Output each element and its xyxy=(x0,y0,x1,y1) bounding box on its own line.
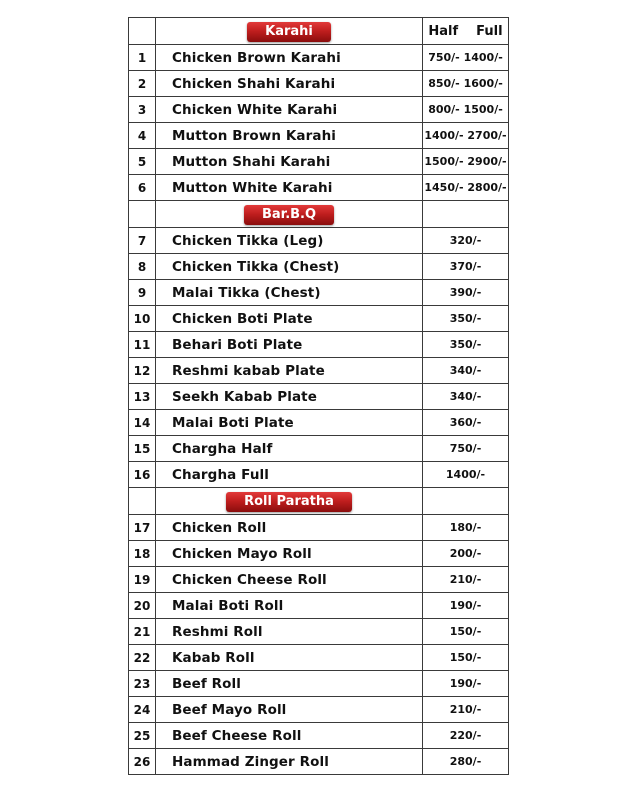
item-number: 18 xyxy=(129,541,156,567)
section-ribbon-barbq: Bar.B.Q xyxy=(244,205,334,225)
item-name: Mutton White Karahi xyxy=(156,175,423,201)
item-name: Beef Mayo Roll xyxy=(156,697,423,723)
item-price: 1500/- 2900/- xyxy=(423,149,509,175)
menu-body xyxy=(129,18,509,775)
menu-item-row xyxy=(129,175,509,201)
item-number: 7 xyxy=(129,228,156,254)
item-name: Chicken Tikka (Chest) xyxy=(156,254,423,280)
item-number: 25 xyxy=(129,723,156,749)
section-ribbon-roll: Roll Paratha xyxy=(226,492,352,512)
item-price: 360/- xyxy=(423,410,509,436)
item-price: 210/- xyxy=(423,697,509,723)
item-number: 8 xyxy=(129,254,156,280)
blank-cell xyxy=(129,18,156,45)
item-name: Chicken Cheese Roll xyxy=(156,567,423,593)
section-title-cell xyxy=(156,201,423,228)
item-number: 13 xyxy=(129,384,156,410)
item-price: 1400/- 2700/- xyxy=(423,123,509,149)
item-name: Chicken White Karahi xyxy=(156,97,423,123)
menu-item-row xyxy=(129,332,509,358)
item-name: Chicken Brown Karahi xyxy=(156,45,423,71)
item-number: 9 xyxy=(129,280,156,306)
item-price: 390/- xyxy=(423,280,509,306)
section-ribbon-karahi: Karahi xyxy=(247,22,331,42)
menu-item-row xyxy=(129,619,509,645)
item-price: 1450/- 2800/- xyxy=(423,175,509,201)
blank-cell xyxy=(129,201,156,228)
item-price: 370/- xyxy=(423,254,509,280)
item-name: Reshmi kabab Plate xyxy=(156,358,423,384)
item-price: 150/- xyxy=(423,645,509,671)
item-number: 11 xyxy=(129,332,156,358)
item-name: Chicken Tikka (Leg) xyxy=(156,228,423,254)
menu-item-row xyxy=(129,123,509,149)
section-row-barbq xyxy=(129,201,509,228)
item-name: Chargha Half xyxy=(156,436,423,462)
menu-item-row xyxy=(129,280,509,306)
item-number: 22 xyxy=(129,645,156,671)
item-price: 340/- xyxy=(423,358,509,384)
item-number: 6 xyxy=(129,175,156,201)
menu-item-row xyxy=(129,71,509,97)
item-price: 320/- xyxy=(423,228,509,254)
menu-item-row xyxy=(129,384,509,410)
menu-item-row xyxy=(129,436,509,462)
item-number: 20 xyxy=(129,593,156,619)
item-price: 750/- 1400/- xyxy=(423,45,509,71)
menu-item-row xyxy=(129,254,509,280)
section-row-karahi xyxy=(129,18,509,45)
item-name: Chicken Roll xyxy=(156,515,423,541)
item-price: 750/- xyxy=(423,436,509,462)
item-name: Hammad Zinger Roll xyxy=(156,749,423,775)
item-number: 12 xyxy=(129,358,156,384)
item-name: Kabab Roll xyxy=(156,645,423,671)
item-name: Malai Boti Roll xyxy=(156,593,423,619)
item-number: 16 xyxy=(129,462,156,488)
menu-item-row xyxy=(129,671,509,697)
item-name: Chargha Full xyxy=(156,462,423,488)
item-price: 280/- xyxy=(423,749,509,775)
item-price: 190/- xyxy=(423,593,509,619)
item-number: 14 xyxy=(129,410,156,436)
item-name: Reshmi Roll xyxy=(156,619,423,645)
item-price: 350/- xyxy=(423,332,509,358)
item-name: Beef Roll xyxy=(156,671,423,697)
section-row-roll xyxy=(129,488,509,515)
item-number: 26 xyxy=(129,749,156,775)
menu-item-row xyxy=(129,97,509,123)
menu-item-row xyxy=(129,723,509,749)
item-price: 210/- xyxy=(423,567,509,593)
item-number: 5 xyxy=(129,149,156,175)
menu-item-row xyxy=(129,358,509,384)
item-price: 1400/- xyxy=(423,462,509,488)
item-number: 1 xyxy=(129,45,156,71)
menu-item-row xyxy=(129,593,509,619)
menu-item-row xyxy=(129,541,509,567)
item-number: 10 xyxy=(129,306,156,332)
menu-item-row xyxy=(129,228,509,254)
menu-item-row xyxy=(129,45,509,71)
item-number: 15 xyxy=(129,436,156,462)
item-number: 23 xyxy=(129,671,156,697)
item-name: Seekh Kabab Plate xyxy=(156,384,423,410)
item-price: 190/- xyxy=(423,671,509,697)
item-name: Mutton Shahi Karahi xyxy=(156,149,423,175)
item-price: 150/- xyxy=(423,619,509,645)
item-name: Beef Cheese Roll xyxy=(156,723,423,749)
half-label: Half xyxy=(428,23,459,39)
item-name: Malai Boti Plate xyxy=(156,410,423,436)
item-price: 180/- xyxy=(423,515,509,541)
item-number: 21 xyxy=(129,619,156,645)
item-price: 350/- xyxy=(423,306,509,332)
item-name: Chicken Mayo Roll xyxy=(156,541,423,567)
item-name: Chicken Shahi Karahi xyxy=(156,71,423,97)
item-number: 17 xyxy=(129,515,156,541)
item-number: 19 xyxy=(129,567,156,593)
menu-item-row xyxy=(129,749,509,775)
item-price: 200/- xyxy=(423,541,509,567)
menu-item-row xyxy=(129,515,509,541)
menu-table xyxy=(128,17,509,775)
item-price: 340/- xyxy=(423,384,509,410)
menu-item-row xyxy=(129,462,509,488)
menu-item-row xyxy=(129,149,509,175)
section-title-cell xyxy=(156,18,423,45)
item-price: 850/- 1600/- xyxy=(423,71,509,97)
section-title-cell xyxy=(156,488,423,515)
full-label: Full xyxy=(476,23,503,39)
blank-cell xyxy=(423,201,509,228)
item-name: Malai Tikka (Chest) xyxy=(156,280,423,306)
item-number: 4 xyxy=(129,123,156,149)
blank-cell xyxy=(129,488,156,515)
item-name: Chicken Boti Plate xyxy=(156,306,423,332)
menu-item-row xyxy=(129,697,509,723)
item-price: 220/- xyxy=(423,723,509,749)
blank-cell xyxy=(423,488,509,515)
menu-item-row xyxy=(129,645,509,671)
menu-item-row xyxy=(129,410,509,436)
menu-item-row xyxy=(129,306,509,332)
item-number: 24 xyxy=(129,697,156,723)
item-name: Mutton Brown Karahi xyxy=(156,123,423,149)
menu-item-row xyxy=(129,567,509,593)
price-header xyxy=(423,18,509,45)
item-number: 3 xyxy=(129,97,156,123)
item-name: Behari Boti Plate xyxy=(156,332,423,358)
item-price: 800/- 1500/- xyxy=(423,97,509,123)
item-number: 2 xyxy=(129,71,156,97)
